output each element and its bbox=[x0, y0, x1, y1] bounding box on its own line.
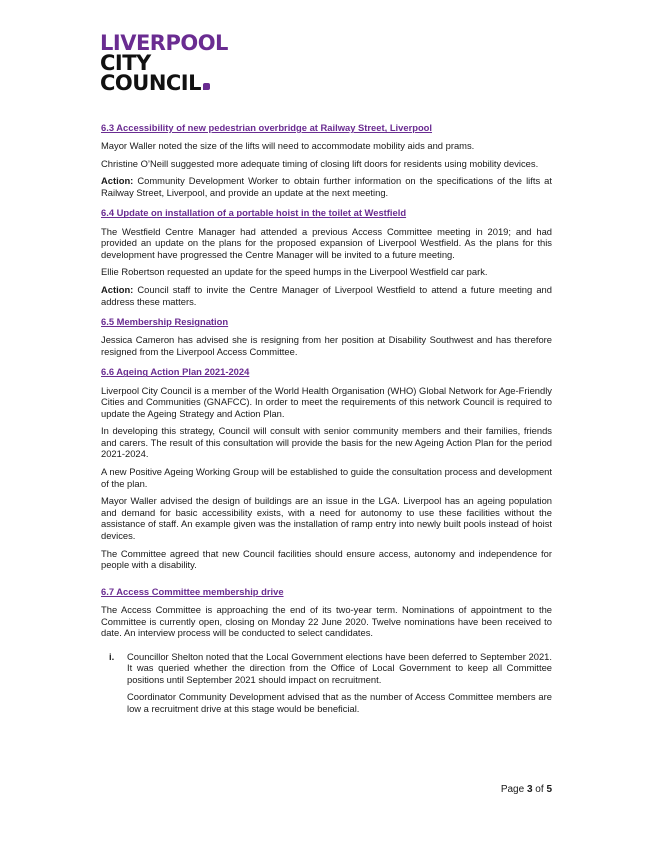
section-heading: 6.3 Accessibility of new pedestrian overbridge at Railway Street, Liverpool bbox=[101, 122, 433, 133]
paragraph: The Westfield Centre Manager had attended a previous Access Committee meeting in 2019; and had provided an update on the plans for the proposed expansion of Liverpool Westfield. As the plans for this development have progressed the Centre Manager will be invited to a future meeting. bbox=[101, 225, 552, 260]
logo-line-2: CITY bbox=[100, 51, 151, 75]
page-prefix: Page bbox=[500, 784, 527, 795]
paragraph: In developing this strategy, Council will consult with senior community members and their families, friends and carers. The result of this consultation will provide the basis for the new Ageing Action Plan for the period 2021-2024. bbox=[101, 425, 552, 460]
section-6-3 bbox=[101, 122, 552, 198]
list-body bbox=[127, 651, 552, 721]
list-number: i. bbox=[109, 650, 115, 662]
section-6-7 bbox=[101, 586, 552, 721]
section-heading: 6.4 Update on installation of a portable hoist in the toilet at Westfield bbox=[101, 207, 407, 219]
paragraph: The Access Committee is approaching the end of its two-year term. Nominations of appointment to the Committee is currently open, closing on Monday 22 June 2020. Twelve nominations have been received to date. An interview process will be conducted to select candidates. bbox=[101, 603, 552, 639]
list-item bbox=[101, 651, 552, 721]
action-text: Council staff to invite the Centre Manager of Liverpool Westfield to attend a future meeting and address these matters. bbox=[101, 283, 552, 307]
page-total: 5 bbox=[546, 784, 552, 795]
page-current: 3 bbox=[526, 784, 533, 795]
logo-line-1: LIVERPOOL bbox=[100, 31, 228, 55]
section-6-4 bbox=[101, 207, 552, 307]
logo-line-3-text: COUNCIL bbox=[100, 71, 201, 95]
paragraph: Councillor Shelton noted that the Local Government elections have been deferred to September 2021. It was queried whether the direction from the Office of Local Government to keep all Committee positions until September 2021 should impact on recruitment. bbox=[127, 650, 552, 685]
action-label: Action: bbox=[101, 283, 134, 295]
section-6-5 bbox=[101, 316, 552, 357]
logo-heart-icon bbox=[203, 83, 210, 90]
paragraph: Christine O’Neill suggested more adequate timing of closing lift doors for residents using mobility devices. bbox=[101, 157, 539, 169]
page-number bbox=[501, 784, 552, 795]
section-heading: 6.7 Access Committee membership drive bbox=[101, 585, 284, 597]
section-6-6 bbox=[101, 366, 552, 570]
paragraph: The Committee agreed that new Council facilities should ensure access, autonomy and independence for people with a disability. bbox=[101, 547, 552, 571]
action-text: Community Development Worker to obtain further information on the specifications of the lifts at Railway Street, Liverpool, and provide an update at the next meeting. bbox=[101, 175, 552, 198]
action-paragraph bbox=[101, 175, 552, 198]
paragraph: Liverpool City Council is a member of the World Health Organisation (WHO) Global Network for Age-Friendly Cities and Communities (GNAFCC). In order to meet the requirements of this network Council is required to update the Ageing Strategy and Action Plan. bbox=[101, 384, 552, 419]
paragraph: Jessica Cameron has advised she is resigning from her position at Disability Southwest and has therefore resigned from the Liverpool Access Committee. bbox=[101, 334, 552, 357]
action-paragraph bbox=[101, 284, 552, 307]
logo-line-3 bbox=[100, 73, 228, 93]
section-heading: 6.6 Ageing Action Plan 2021-2024 bbox=[101, 366, 250, 378]
paragraph: Coordinator Community Development advised that as the number of Access Committee members are low a recruitment drive at this stage would be beneficial. bbox=[127, 691, 552, 715]
paragraph: Mayor Waller advised the design of buildings are an issue in the LGA. Liverpool has an ageing population and demand for basic accessibility exists, with a need for autonomy to use these facilities without the assistance of staff. An example given was the installation of ramp entry into newly built pools instead of hoist devices. bbox=[101, 495, 552, 542]
page-of: of bbox=[532, 784, 547, 795]
council-logo bbox=[100, 33, 228, 93]
paragraph: Ellie Robertson requested an update for the speed humps in the Liverpool Westfield car park. bbox=[101, 266, 488, 278]
document-body bbox=[101, 122, 552, 730]
section-heading: 6.5 Membership Resignation bbox=[101, 316, 229, 328]
paragraph: Mayor Waller noted the size of the lifts will need to accommodate mobility aids and prams. bbox=[101, 140, 475, 152]
paragraph: A new Positive Ageing Working Group will be established to guide the consultation process and development of the plan. bbox=[101, 466, 552, 489]
action-label: Action: bbox=[101, 175, 134, 187]
